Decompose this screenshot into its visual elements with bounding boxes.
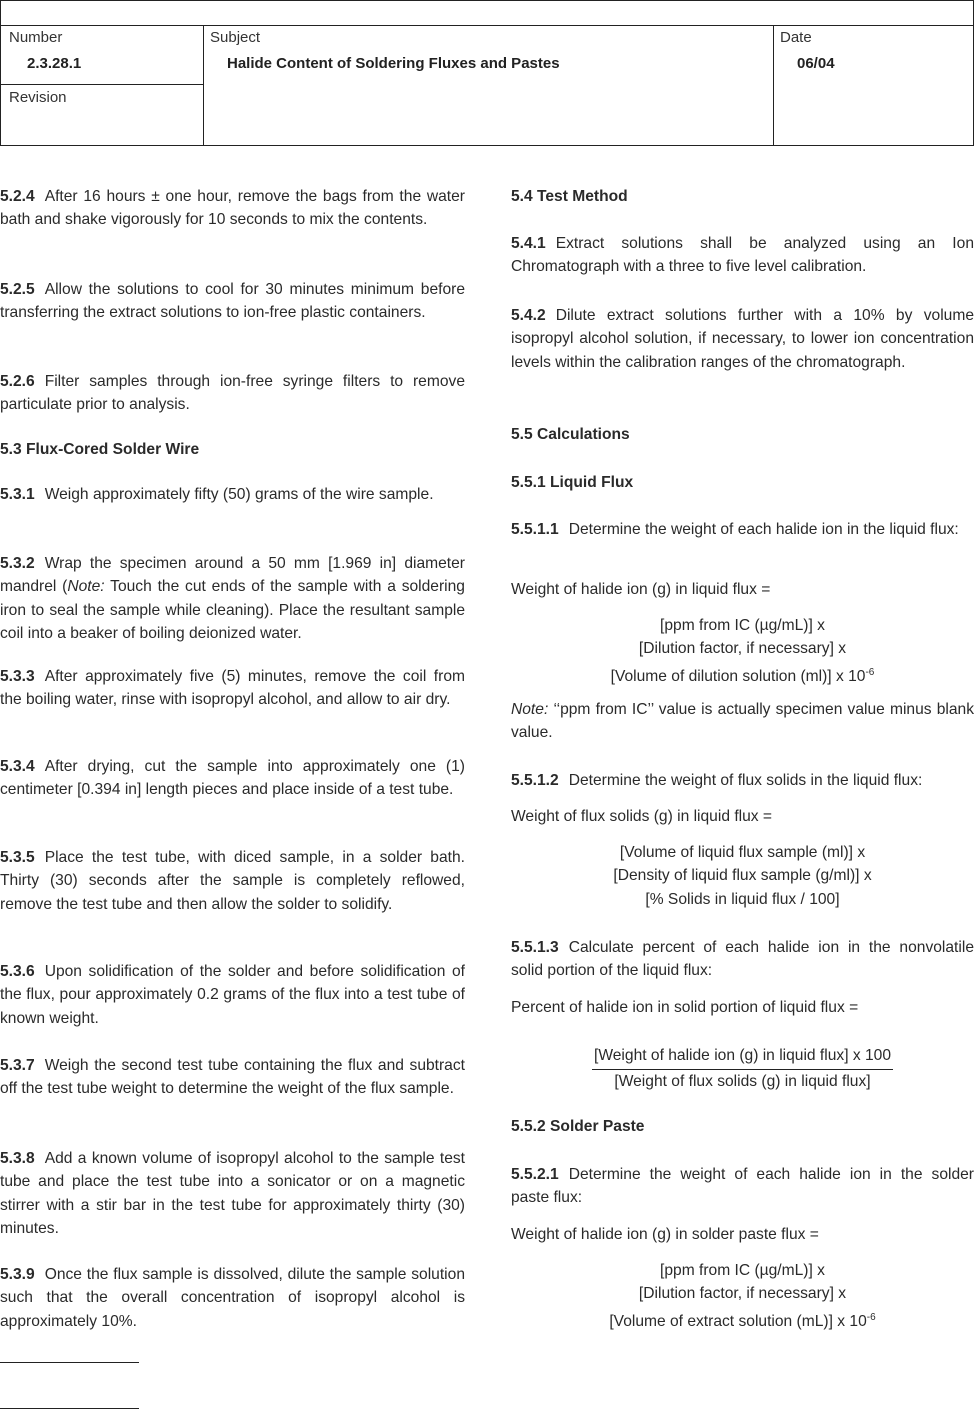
para-5-3-4: 5.3.4 After drying, cut the sample into approximately one (1) centimeter [0.394 in] length pieces and place inside of a test tube.: [0, 758, 465, 799]
document-number: 2.3.28.1: [27, 55, 82, 72]
number-label: Number: [9, 29, 63, 46]
subject-label: Subject: [210, 29, 261, 46]
heading-5-5-2: 5.5.2 Solder Paste: [511, 1118, 645, 1135]
heading-5-5: 5.5 Calculations: [511, 426, 630, 443]
heading-5-5-1: 5.5.1 Liquid Flux: [511, 474, 634, 491]
revision-label: Revision: [9, 89, 67, 106]
percent-halide-label: Percent of halide ion in solid portion of liquid flux =: [511, 999, 859, 1016]
formula-percent-fraction: $\frac{\text{[Weight of halide ion (g) in liquid flux] x 100}}{\text{[Weight of flux solids (g) in liquid flux]}}$: [511, 1044, 974, 1094]
weight-halide-paste-label: Weight of halide ion (g) in solder paste flux =: [511, 1226, 819, 1243]
formula-halide-liquid: [ppm from IC (µg/mL)] x [Dilution factor, if necessary] x [Volume of dilution solution (ml)] x $10^{-6}$: [610, 617, 875, 685]
para-5-4-1: 5.4.1 Extract solutions shall be analyzed using an Ion Chromatograph with a three to five level calibration.: [511, 235, 974, 276]
header-top-box: [0, 0, 974, 26]
para-5-5-1-3: 5.5.1.3 Calculate percent of each halide ion in the nonvolatile solid portion of the liquid flux:: [511, 939, 974, 980]
para-5-3-8: 5.3.8 Add a known volume of isopropyl alcohol to the sample test tube and place the test tube into a sonicator or on a magnetic stirrer with a stir bar in the test tube for approximately thirty (30) minutes.: [0, 1150, 465, 1238]
para-5-2-5: 5.2.5 Allow the solutions to cool for 30 minutes minimum before transferring the extract solutions to ion-free plastic containers.: [0, 281, 465, 322]
para-5-3-3: 5.3.3 After approximately five (5) minutes, remove the coil from the boiling water, rinse with isopropyl alcohol, and allow to air dry.: [0, 668, 465, 709]
para-5-3-6: 5.3.6 Upon solidification of the solder and before solidification of the flux, pour approximately 0.2 grams of the flux into a test tube of known weight.: [0, 963, 465, 1027]
para-5-3-5: 5.3.5 Place the test tube, with diced sample, in a solder bath. Thirty (30) seconds after the sample is completely reflowed, remove the test tube and then allow the solder to solidify.: [0, 849, 465, 913]
note-ppm: Note: ‘‘ppm from IC’’ value is actually specimen value minus blank value.: [511, 701, 974, 742]
para-5-3-9: 5.3.9 Once the flux sample is dissolved, dilute the sample solution such that the overall concentration of isopropyl alcohol is approximately 10%.: [0, 1266, 465, 1330]
para-5-3-1: 5.3.1 Weigh approximately fifty (50) grams of the wire sample.: [0, 486, 434, 503]
para-5-2-6: 5.2.6 Filter samples through ion-free syringe filters to remove particulate prior to analysis.: [0, 373, 465, 414]
para-5-2-4: 5.2.4 After 16 hours ± one hour, remove the bags from the water bath and shake vigorously for 10 seconds to mix the contents.: [0, 188, 465, 229]
weight-solids-label: Weight of flux solids (g) in liquid flux =: [511, 808, 773, 825]
para-5-3-7: 5.3.7 Weigh the second test tube containing the flux and subtract off the test tube weight to determine the weight of the flux sample.: [0, 1057, 465, 1098]
para-5-5-1-2: 5.5.1.2 Determine the weight of flux solids in the liquid flux:: [511, 772, 923, 789]
footnote-rule: [0, 1362, 139, 1363]
header-subject-cell: [203, 25, 774, 146]
para-5-5-1-1: 5.5.1.1 Determine the weight of each halide ion in the liquid flux:: [511, 521, 959, 538]
formula-halide-paste: [ppm from IC (µg/mL)] x [Dilution factor, if necessary] x [Volume of extract solution (mL)] x $10^{-6}$: [609, 1262, 876, 1330]
para-5-3-2: 5.3.2 Wrap the specimen around a 50 mm [1.969 in] diameter mandrel (Note: Touch the cut ends of the sample with a soldering iron to seal the sample while cleaning). Place the resultant sample coil into a beaker of boiling deionized water.: [0, 555, 465, 643]
heading-5-4: 5.4 Test Method: [511, 188, 628, 205]
para-5-5-2-1: 5.5.2.1 Determine the weight of each halide ion in the solder paste flux:: [511, 1166, 974, 1207]
subject-title: Halide Content of Soldering Fluxes and Pastes: [227, 55, 560, 72]
heading-5-3: 5.3 Flux-Cored Solder Wire: [0, 441, 200, 458]
date-label: Date: [780, 29, 812, 46]
document-date: 06/04: [797, 55, 835, 72]
weight-halide-label: Weight of halide ion (g) in liquid flux =: [511, 581, 771, 598]
formula-flux-solids: [Volume of liquid flux sample (ml)] x [Density of liquid flux sample (g/ml)] x [% Solids in liquid flux / 100]: [613, 844, 872, 908]
para-5-4-2: 5.4.2 Dilute extract solutions further with a 10% by volume isopropyl alcohol solution, if necessary, to lower ion concentration levels within the calibration ranges of the chromatograph.: [511, 307, 974, 371]
